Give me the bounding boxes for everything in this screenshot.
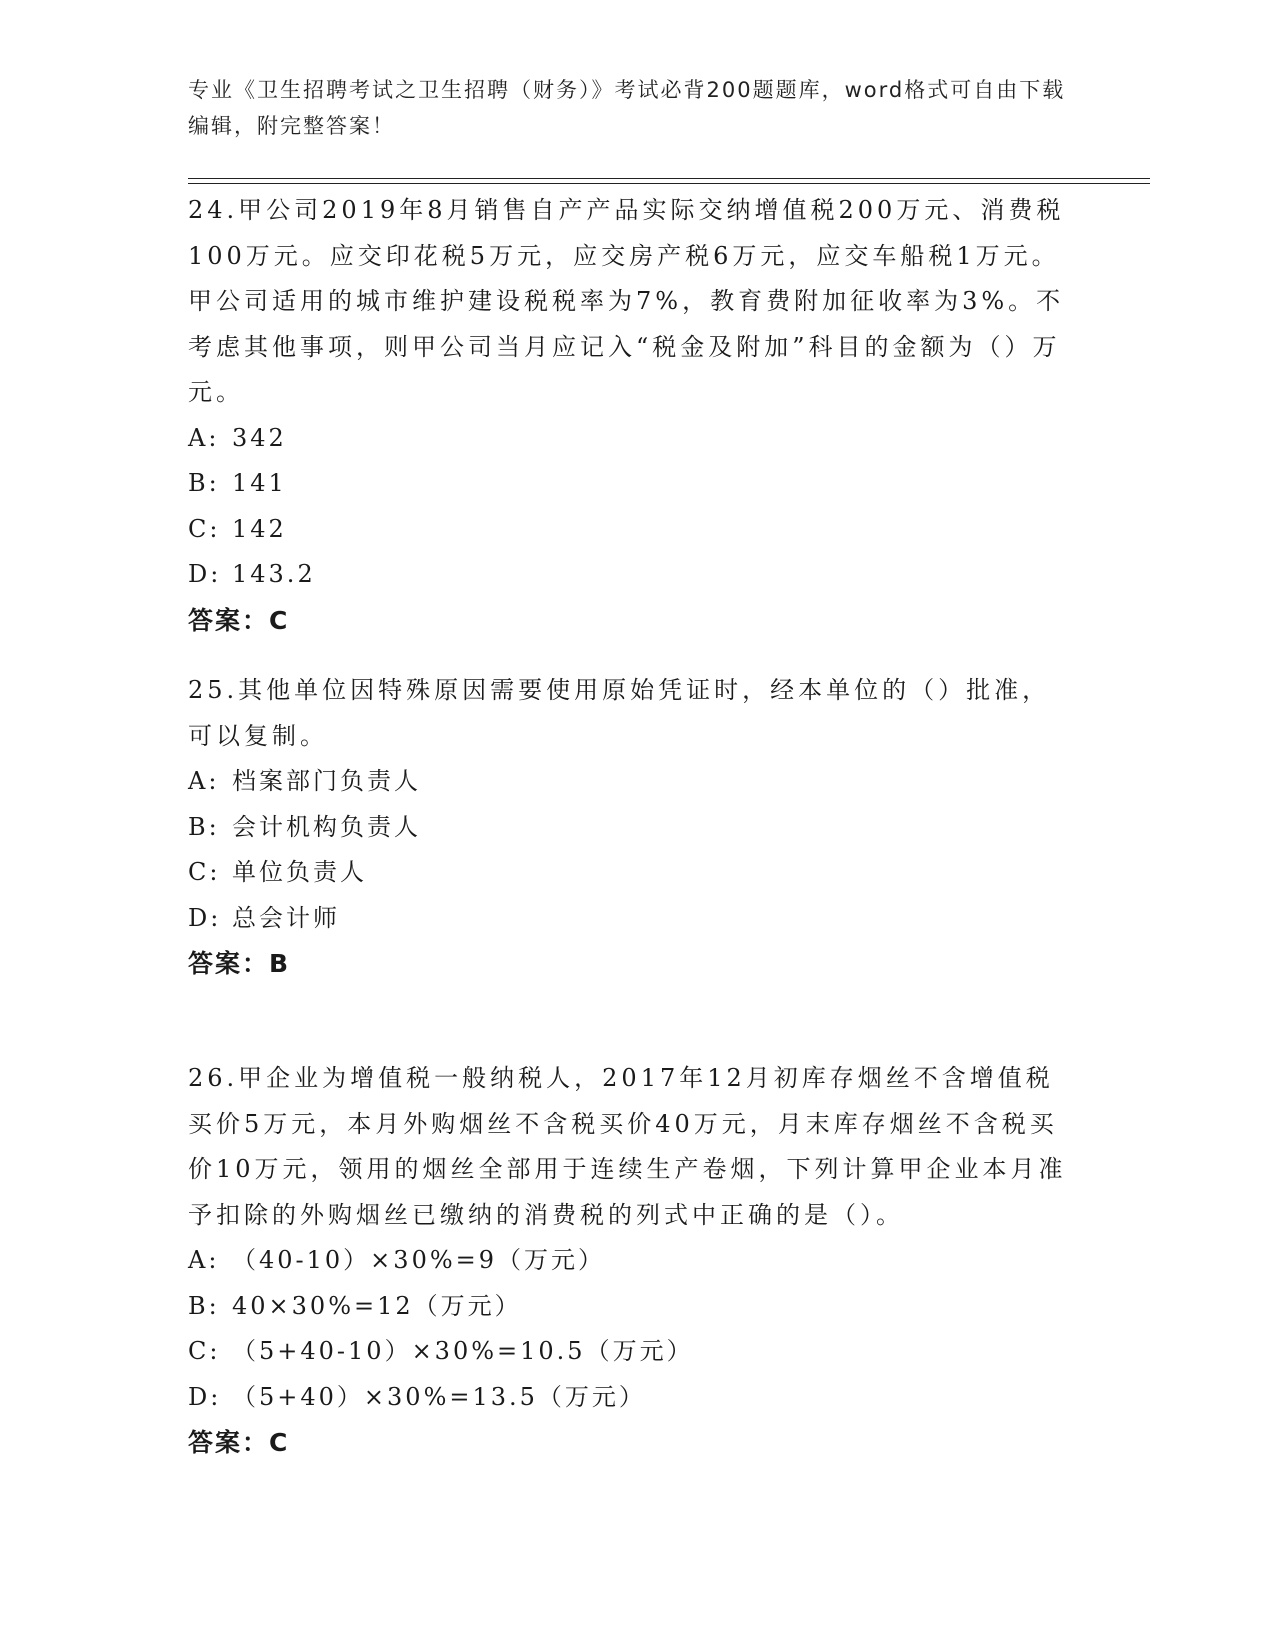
option-a — [188, 759, 1078, 805]
option-key: D: — [188, 1382, 222, 1411]
option-key: A: — [188, 423, 220, 452]
answer-line: 答案：C — [188, 1428, 290, 1457]
question-stem: 25.其他单位因特殊原因需要使用原始凭证时，经本单位的（）批准，可以复制。 — [188, 676, 1051, 750]
document-header: 专业《卫生招聘考试之卫生招聘（财务）》考试必背200题题库，word格式可自由下载编辑，附完整答案！ — [188, 78, 1066, 138]
option-d — [188, 552, 1078, 598]
option-b — [188, 805, 1078, 851]
answer-line: 答案：C — [188, 605, 290, 635]
answer-line: 答案：B — [188, 949, 291, 978]
option-text: 142 — [232, 514, 287, 543]
option-key: C: — [188, 514, 221, 543]
option-d — [188, 1375, 1078, 1421]
option-key: C: — [188, 858, 221, 886]
option-c — [188, 1329, 1078, 1375]
option-key: B: — [188, 1291, 220, 1320]
question-stem: 26.甲企业为增值税一般纳税人，2017年12月初库存烟丝不含增值税买价5万元，本月外购烟丝不含税买价40万元，月末库存烟丝不含税买价10万元，领用的烟丝全部用于连续生产卷烟，下列计算甲企业本月准予扣除的外购烟丝已缴纳的消费税的列式中正确的是（）。 — [188, 1064, 1067, 1229]
question-24 — [188, 188, 1078, 643]
option-text: 会计机构负责人 — [232, 812, 421, 841]
question-25 — [188, 668, 1078, 987]
header-rule-top — [188, 178, 1150, 179]
option-c — [188, 507, 1078, 553]
option-a — [188, 416, 1078, 462]
option-text: （5+40-10）×30%=10.5（万元） — [232, 1337, 694, 1365]
option-c — [188, 850, 1078, 896]
option-text: 单位负责人 — [232, 858, 367, 886]
option-a — [188, 1238, 1078, 1284]
option-text: 档案部门负责人 — [232, 767, 421, 795]
option-key: C: — [188, 1337, 221, 1365]
header-rule-bottom — [188, 183, 1150, 184]
option-d — [188, 896, 1078, 942]
question-stem: 24.甲公司2019年8月销售自产产品实际交纳增值税200万元、消费税100万元。应交印花税5万元，应交房产税6万元，应交车船税1万元。甲公司适用的城市维护建设税税率为7%，教育费附加征收率为3%。不考虑其他事项，则甲公司当月应记入“税金及附加”科目的金额为（）万元。 — [188, 196, 1065, 406]
option-text: 141 — [232, 469, 287, 497]
option-key: A: — [188, 1246, 220, 1274]
option-key: D: — [188, 903, 222, 932]
option-b — [188, 1284, 1078, 1330]
option-text: 143.2 — [232, 560, 316, 588]
option-text: （40-10）×30%=9（万元） — [232, 1246, 606, 1274]
option-key: D: — [188, 560, 222, 588]
option-text: 总会计师 — [232, 903, 340, 932]
option-text: （5+40）×30%=13.5（万元） — [232, 1382, 646, 1411]
option-text: 342 — [232, 423, 287, 452]
option-key: A: — [188, 767, 220, 795]
option-key: B: — [188, 469, 220, 497]
option-key: B: — [188, 812, 220, 841]
question-26 — [188, 1056, 1078, 1466]
option-text: 40×30%=12（万元） — [232, 1291, 522, 1320]
option-b — [188, 461, 1078, 507]
